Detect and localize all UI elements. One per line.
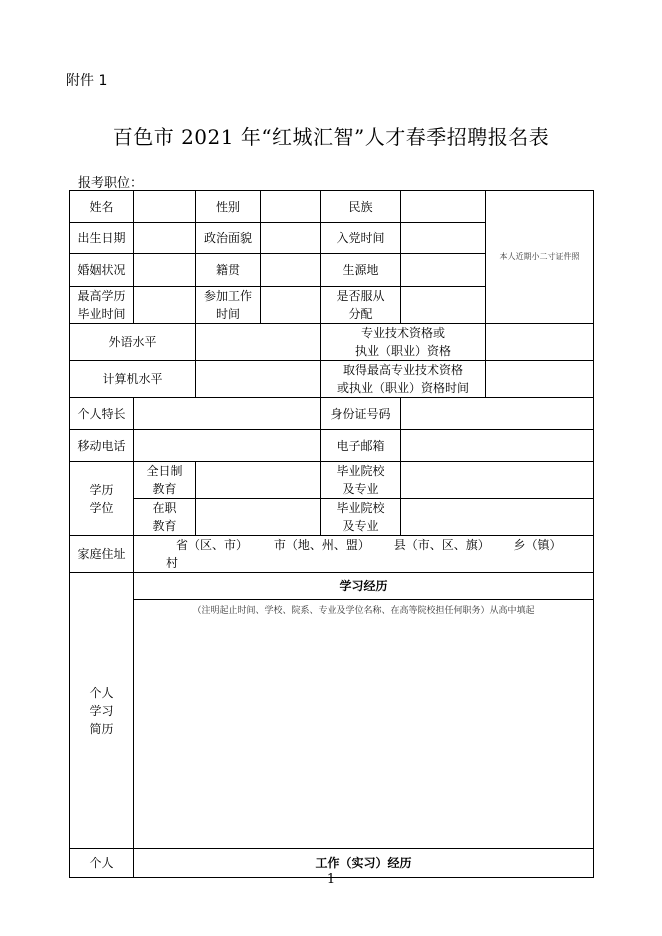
gender-field[interactable]: [261, 191, 321, 223]
email-label: 电子邮箱: [321, 430, 401, 462]
home-address-label: 家庭住址: [70, 536, 134, 573]
name-field[interactable]: [134, 191, 196, 223]
professional-qualification-field[interactable]: [486, 324, 594, 361]
marital-status-label: 婚姻状况: [70, 254, 134, 287]
native-place-field[interactable]: [261, 254, 321, 287]
address-village: 村: [166, 556, 179, 570]
fulltime-education-field[interactable]: [196, 462, 321, 499]
study-history-title: 学习经历: [134, 573, 594, 600]
mobile-field[interactable]: [134, 430, 321, 462]
foreign-language-field[interactable]: [196, 324, 321, 361]
computer-level-label: 计算机水平: [70, 361, 196, 398]
highest-education-field[interactable]: [134, 287, 196, 324]
highest-education-label: 最高学历 毕业时间: [70, 287, 134, 324]
address-province: 省（区、市）: [176, 538, 249, 552]
obey-assignment-field[interactable]: [401, 287, 486, 324]
fulltime-school-field[interactable]: [401, 462, 594, 499]
email-field[interactable]: [401, 430, 594, 462]
inservice-school-label: 毕业院校 及专业: [321, 499, 401, 536]
inservice-school-field[interactable]: [401, 499, 594, 536]
id-number-label: 身份证号码: [321, 398, 401, 430]
mobile-label: 移动电话: [70, 430, 134, 462]
fulltime-school-label: 毕业院校 及专业: [321, 462, 401, 499]
inservice-education-label: 在职 教育: [134, 499, 196, 536]
obey-assignment-label: 是否服从 分配: [321, 287, 401, 324]
study-history-note: （注明起止时间、学校、院系、专业及学位名称、在高等院校担任何职务）从高中填起: [192, 606, 535, 616]
attachment-label: 附件 1: [66, 73, 108, 89]
highest-qualification-time-label: 取得最高专业技术资格 或执业（职业）资格时间: [321, 361, 486, 398]
study-history-field[interactable]: [134, 600, 594, 849]
specialty-label: 个人特长: [70, 398, 134, 430]
professional-qualification-label: 专业技术资格或 执业（职业）资格: [321, 324, 486, 361]
resume-label: 个人 学习 简历: [70, 573, 134, 849]
home-address-field[interactable]: [134, 536, 594, 573]
address-township: 乡（镇）: [513, 538, 562, 552]
party-date-field[interactable]: [401, 223, 486, 254]
fulltime-education-label: 全日制 教育: [134, 462, 196, 499]
address-county: 县（市、区、旗）: [393, 538, 490, 552]
address-city: 市（地、州、盟）: [273, 538, 370, 552]
origin-field[interactable]: [401, 254, 486, 287]
highest-qualification-time-field[interactable]: [486, 361, 594, 398]
foreign-language-label: 外语水平: [70, 324, 196, 361]
name-label: 姓名: [70, 191, 134, 223]
political-status-field[interactable]: [261, 223, 321, 254]
photo-box[interactable]: 本人近期小二寸证件照: [486, 191, 594, 324]
degree-label: 学历 学位: [70, 462, 134, 536]
birth-date-field[interactable]: [134, 223, 196, 254]
work-start-label: 参加工作 时间: [196, 287, 261, 324]
marital-status-field[interactable]: [134, 254, 196, 287]
id-number-field[interactable]: [401, 398, 594, 430]
page-number: 1: [326, 872, 336, 887]
inservice-education-field[interactable]: [196, 499, 321, 536]
birth-date-label: 出生日期: [70, 223, 134, 254]
ethnicity-label: 民族: [321, 191, 401, 223]
specialty-field[interactable]: [134, 398, 321, 430]
party-date-label: 入党时间: [321, 223, 401, 254]
position-label: 报考职位：: [78, 176, 144, 191]
political-status-label: 政治面貌: [196, 223, 261, 254]
work-history-title: 工作（实习）经历: [134, 849, 594, 878]
computer-level-field[interactable]: [196, 361, 321, 398]
form-title: 百色市 2021 年“红城汇智”人才春季招聘报名表: [112, 125, 550, 149]
ethnicity-field[interactable]: [401, 191, 486, 223]
gender-label: 性别: [196, 191, 261, 223]
native-place-label: 籍贯: [196, 254, 261, 287]
registration-form-table: [69, 190, 594, 878]
work-history-label: 个人: [70, 849, 134, 878]
work-start-field[interactable]: [261, 287, 321, 324]
origin-label: 生源地: [321, 254, 401, 287]
